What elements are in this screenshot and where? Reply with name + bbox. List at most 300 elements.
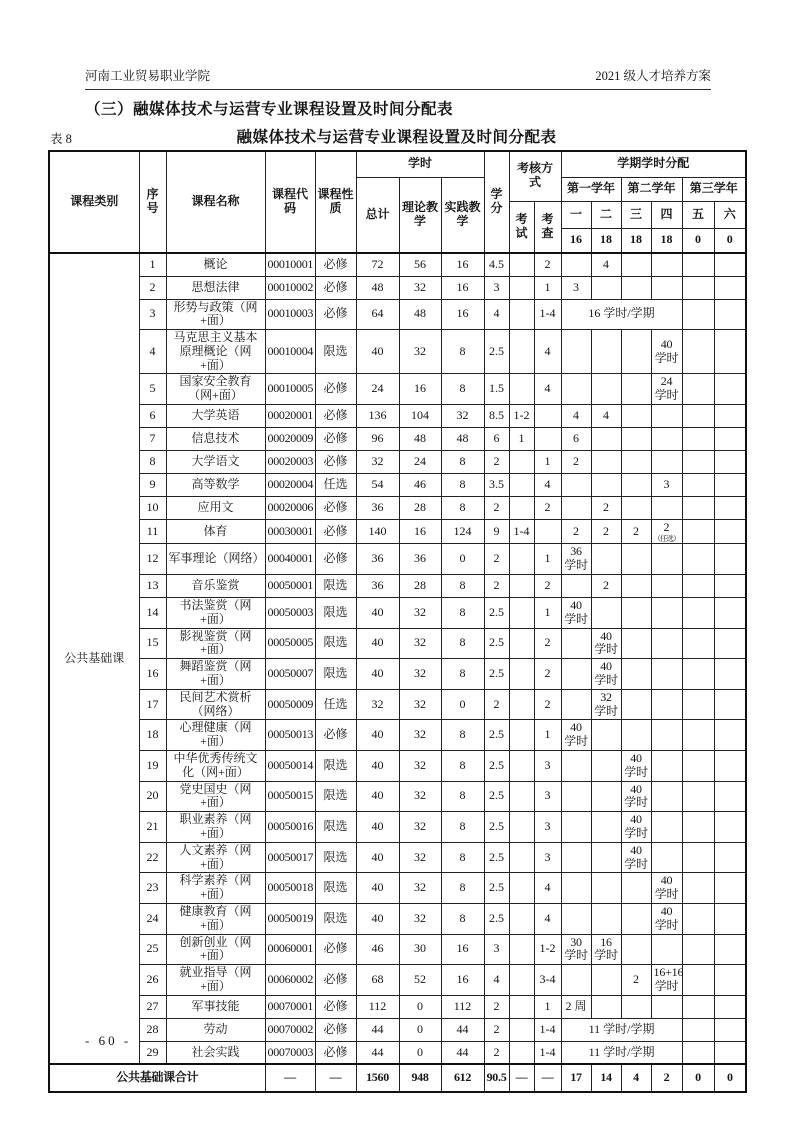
sem-hours-cell	[651, 544, 682, 575]
hours-practice-cell: 16	[441, 934, 484, 965]
hours-practice-cell: 8	[441, 903, 484, 934]
course-name-cell: 就业指导（网+面）	[166, 965, 265, 996]
course-name-cell: 影视鉴赏（网+面）	[166, 628, 265, 659]
sem-hours-cell	[651, 451, 682, 474]
credits-cell: 2.5	[484, 873, 509, 904]
course-row-19	[49, 750, 746, 781]
sem-hours-cell	[591, 474, 621, 497]
check-sem-cell	[534, 428, 561, 451]
sem-hours-cell	[621, 689, 651, 720]
sem-hours-cell	[621, 330, 651, 374]
exam-sem-cell	[509, 995, 534, 1018]
exam-sem-cell	[509, 965, 534, 996]
course-code-cell: 00020004	[265, 474, 315, 497]
sem-hours-cell	[651, 934, 682, 965]
sem-hours-cell: 40 学时	[621, 750, 651, 781]
hours-practice-cell: 8	[441, 628, 484, 659]
course-code-cell: 00060001	[265, 934, 315, 965]
section-title: （三）融媒体技术与运营专业课程设置及时间分配表	[85, 101, 454, 118]
hours-theory-cell: 24	[399, 451, 441, 474]
credits-cell: 4	[484, 965, 509, 996]
sem-hours-cell	[591, 597, 621, 628]
course-nature-cell: 必修	[315, 995, 356, 1018]
hours-practice-cell: 8	[441, 574, 484, 597]
sem-hours-cell	[714, 750, 746, 781]
course-name-cell: 国家安全教育（网+面）	[166, 374, 265, 405]
sem-hours-cell	[621, 873, 651, 904]
course-no-cell: 26	[139, 965, 166, 996]
sem-hours-cell	[561, 628, 591, 659]
hours-total-cell: 140	[356, 520, 399, 544]
sem-hours-cell	[621, 628, 651, 659]
sem-hours-cell: 3	[561, 276, 591, 299]
sem-hours-cell	[621, 451, 651, 474]
hours-theory-cell: 32	[399, 812, 441, 843]
hours-theory-cell: 48	[399, 299, 441, 330]
hours-practice-cell: 8	[441, 873, 484, 904]
course-nature-cell: 任选	[315, 689, 356, 720]
sem-hours-cell: 40 学时	[621, 812, 651, 843]
course-nature-cell: 必修	[315, 276, 356, 299]
sem-hours-cell	[591, 374, 621, 405]
exam-sem-cell: 1	[509, 428, 534, 451]
course-no-cell: 16	[139, 659, 166, 690]
hours-total-cell: 44	[356, 1018, 399, 1041]
course-name-cell: 军事理论（网络）	[166, 544, 265, 575]
hours-theory-cell: 32	[399, 689, 441, 720]
course-code-cell: 00030001	[265, 520, 315, 544]
hours-practice-cell: 44	[441, 1041, 484, 1064]
check-sem-cell: 1-4	[534, 1018, 561, 1041]
course-name-cell: 心理健康（网+面）	[166, 720, 265, 751]
course-nature-cell: 必修	[315, 451, 356, 474]
hours-theory-cell: 36	[399, 544, 441, 575]
sem-hours-cell	[682, 520, 714, 544]
course-no-cell: 6	[139, 405, 166, 428]
hours-total-cell: 36	[356, 574, 399, 597]
sem-hours-cell	[714, 451, 746, 474]
course-row-28	[49, 1018, 746, 1041]
course-code-cell: 00070002	[265, 1018, 315, 1041]
hours-practice-cell: 0	[441, 689, 484, 720]
total-sem-cell-2: 14	[591, 1064, 621, 1092]
sem-hours-cell	[651, 628, 682, 659]
sem-hours-cell	[591, 276, 621, 299]
sem-hours-cell	[621, 474, 651, 497]
hours-practice-cell: 112	[441, 995, 484, 1018]
hours-theory-cell: 56	[399, 253, 441, 276]
credits-cell: 2	[484, 497, 509, 520]
course-name-cell: 人文素养（网+面）	[166, 842, 265, 873]
course-no-cell: 14	[139, 597, 166, 628]
sem-hours-cell: 40 学时	[651, 330, 682, 374]
sem-hours-cell	[561, 330, 591, 374]
course-row-3	[49, 299, 746, 330]
course-no-cell: 10	[139, 497, 166, 520]
course-nature-cell: 必修	[315, 1018, 356, 1041]
course-no-cell: 23	[139, 873, 166, 904]
sem-hours-cell: 2	[591, 520, 621, 544]
check-sem-cell: 1	[534, 720, 561, 751]
course-table	[48, 150, 747, 1093]
exam-sem-cell	[509, 812, 534, 843]
hours-theory-cell: 104	[399, 405, 441, 428]
sem-hours-cell	[621, 253, 651, 276]
course-no-cell: 8	[139, 451, 166, 474]
hours-practice-cell: 8	[441, 374, 484, 405]
course-code-cell: 00050018	[265, 873, 315, 904]
sem-hours-cell: 40 学时	[621, 781, 651, 812]
course-name-cell: 健康教育（网+面）	[166, 903, 265, 934]
sem-hours-cell	[682, 330, 714, 374]
hours-practice-cell: 8	[441, 720, 484, 751]
sem-hours-cell: 2	[561, 520, 591, 544]
check-sem-cell: 2	[534, 253, 561, 276]
course-no-cell: 12	[139, 544, 166, 575]
hours-total-cell: 32	[356, 451, 399, 474]
sem-hours-cell: 40 学时	[651, 903, 682, 934]
course-code-cell: 00040001	[265, 544, 315, 575]
sem-hours-cell	[682, 299, 714, 330]
course-name-cell: 概论	[166, 253, 265, 276]
sem-hours-cell	[621, 405, 651, 428]
hours-theory-cell: 32	[399, 720, 441, 751]
total-nature-cell: —	[315, 1064, 356, 1092]
hours-theory-cell: 28	[399, 497, 441, 520]
hours-theory-cell: 16	[399, 520, 441, 544]
credits-cell: 2.5	[484, 659, 509, 690]
course-nature-cell: 必修	[315, 299, 356, 330]
course-code-cell: 00050013	[265, 720, 315, 751]
sem-hours-cell: 2	[561, 451, 591, 474]
course-row-8	[49, 451, 746, 474]
course-nature-cell: 限选	[315, 903, 356, 934]
col-header-name: 课程名称	[166, 151, 265, 253]
exam-sem-cell	[509, 474, 534, 497]
sem-weeks-6: 0	[714, 228, 746, 253]
sem-hours-cell	[651, 405, 682, 428]
sem-hours-cell	[682, 689, 714, 720]
check-sem-cell: 2	[534, 574, 561, 597]
sem-hours-cell: 24 学时	[651, 374, 682, 405]
sem-hours-span-cell: 16 学时/学期	[561, 299, 682, 330]
sem-hours-span-cell: 11 学时/学期	[561, 1018, 682, 1041]
course-name-cell: 高等数学	[166, 474, 265, 497]
col-header-sem-5: 五	[682, 201, 714, 228]
sem-hours-cell	[682, 276, 714, 299]
sem-hours-cell	[651, 253, 682, 276]
check-sem-cell: 4	[534, 903, 561, 934]
table-caption-row	[48, 125, 745, 147]
course-row-1	[49, 253, 746, 276]
course-nature-cell: 必修	[315, 544, 356, 575]
col-header-hours: 学时	[356, 151, 484, 177]
course-code-cell: 00010003	[265, 299, 315, 330]
col-header-sem-6: 六	[714, 201, 746, 228]
hours-theory-cell: 32	[399, 750, 441, 781]
credits-cell: 3	[484, 276, 509, 299]
sem-hours-cell: 4	[591, 253, 621, 276]
check-sem-cell: 4	[534, 330, 561, 374]
exam-sem-cell	[509, 720, 534, 751]
exam-sem-cell	[509, 628, 534, 659]
credits-cell: 2.5	[484, 903, 509, 934]
check-sem-cell: 2	[534, 689, 561, 720]
sem-hours-cell	[682, 374, 714, 405]
check-sem-cell: 1	[534, 451, 561, 474]
sem-hours-cell	[682, 842, 714, 873]
exam-sem-cell: 1-4	[509, 520, 534, 544]
course-code-cell: 00050015	[265, 781, 315, 812]
sem-hours-cell	[591, 750, 621, 781]
course-no-cell: 19	[139, 750, 166, 781]
sem-hours-cell	[561, 903, 591, 934]
course-nature-cell: 必修	[315, 253, 356, 276]
credits-cell: 2.5	[484, 628, 509, 659]
course-category-cell: 公共基础课	[49, 253, 139, 1064]
sem-hours-cell	[714, 628, 746, 659]
sem-hours-cell	[591, 451, 621, 474]
sem-hours-cell	[714, 276, 746, 299]
sem-hours-cell	[651, 812, 682, 843]
sem-hours-cell: 4	[591, 405, 621, 428]
credits-cell: 2.5	[484, 330, 509, 374]
course-nature-cell: 必修	[315, 720, 356, 751]
sem-hours-cell	[714, 428, 746, 451]
exam-sem-cell	[509, 1041, 534, 1064]
hours-practice-cell: 8	[441, 451, 484, 474]
sem-hours-cell	[621, 597, 651, 628]
course-nature-cell: 必修	[315, 1041, 356, 1064]
hours-practice-cell: 16	[441, 965, 484, 996]
hours-practice-cell: 8	[441, 750, 484, 781]
check-sem-cell: 3-4	[534, 965, 561, 996]
course-code-cell: 00010001	[265, 253, 315, 276]
sem-hours-cell	[651, 995, 682, 1018]
hours-practice-cell: 16	[441, 299, 484, 330]
sem-hours-cell	[714, 520, 746, 544]
check-sem-cell	[534, 520, 561, 544]
course-row-2	[49, 276, 746, 299]
hours-theory-cell: 16	[399, 374, 441, 405]
total-sem-cell-6: 0	[714, 1064, 746, 1092]
check-sem-cell: 1-2	[534, 934, 561, 965]
sem-hours-cell	[714, 995, 746, 1018]
exam-sem-cell	[509, 934, 534, 965]
course-nature-cell: 限选	[315, 330, 356, 374]
sem-hours-cell	[561, 497, 591, 520]
course-no-cell: 21	[139, 812, 166, 843]
col-header-sem-2: 二	[591, 201, 621, 228]
course-name-cell: 思想法律	[166, 276, 265, 299]
total-label-cell: 公共基础课合计	[49, 1064, 265, 1092]
exam-sem-cell	[509, 253, 534, 276]
course-name-cell: 音乐鉴赏	[166, 574, 265, 597]
sem-hours-cell	[561, 812, 591, 843]
course-no-cell: 5	[139, 374, 166, 405]
hours-practice-cell: 8	[441, 781, 484, 812]
course-name-cell: 创新创业（网+面）	[166, 934, 265, 965]
exam-sem-cell	[509, 374, 534, 405]
sem-hours-cell	[682, 934, 714, 965]
sem-hours-cell	[682, 474, 714, 497]
sem-hours-cell: 30 学时	[561, 934, 591, 965]
hours-theory-cell: 32	[399, 903, 441, 934]
sem-hours-cell	[682, 497, 714, 520]
hours-total-cell: 40	[356, 873, 399, 904]
hours-theory-cell: 46	[399, 474, 441, 497]
exam-sem-cell	[509, 1018, 534, 1041]
course-no-cell: 9	[139, 474, 166, 497]
hours-practice-cell: 8	[441, 330, 484, 374]
sem-hours-cell	[561, 965, 591, 996]
hours-theory-cell: 0	[399, 995, 441, 1018]
sem-hours-cell	[651, 781, 682, 812]
course-no-cell: 24	[139, 903, 166, 934]
sem-hours-cell: 40 学时	[591, 628, 621, 659]
sem-hours-cell	[621, 544, 651, 575]
sem-hours-cell	[714, 659, 746, 690]
sem-hours-cell	[591, 903, 621, 934]
sem-hours-cell	[651, 428, 682, 451]
course-no-cell: 15	[139, 628, 166, 659]
course-row-4	[49, 330, 746, 374]
sem-hours-cell	[591, 720, 621, 751]
hours-practice-cell: 8	[441, 842, 484, 873]
course-code-cell: 00020001	[265, 405, 315, 428]
total-credits-cell: 90.5	[484, 1064, 509, 1092]
exam-sem-cell	[509, 750, 534, 781]
check-sem-cell: 1	[534, 995, 561, 1018]
sem-hours-cell	[682, 750, 714, 781]
course-no-cell: 2	[139, 276, 166, 299]
check-sem-cell: 3	[534, 781, 561, 812]
hours-theory-cell: 32	[399, 659, 441, 690]
hours-total-cell: 40	[356, 750, 399, 781]
hours-total-cell: 32	[356, 689, 399, 720]
col-header-year3: 第三学年	[682, 177, 746, 201]
course-nature-cell: 限选	[315, 750, 356, 781]
course-no-cell: 27	[139, 995, 166, 1018]
hours-total-cell: 64	[356, 299, 399, 330]
course-row-14	[49, 597, 746, 628]
col-header-check: 考查	[534, 201, 561, 253]
exam-sem-cell	[509, 659, 534, 690]
hours-practice-cell: 8	[441, 497, 484, 520]
sem-hours-cell	[591, 330, 621, 374]
hours-total-cell: 40	[356, 597, 399, 628]
hours-total-cell: 48	[356, 276, 399, 299]
course-name-cell: 大学语文	[166, 451, 265, 474]
sem-hours-cell	[621, 497, 651, 520]
sem-hours-cell	[714, 497, 746, 520]
sem-hours-cell	[714, 781, 746, 812]
credits-cell: 2	[484, 544, 509, 575]
hours-total-cell: 40	[356, 659, 399, 690]
sem-hours-cell	[561, 659, 591, 690]
sem-hours-cell	[621, 995, 651, 1018]
col-header-sem-allocation: 学期学时分配	[561, 151, 746, 177]
course-row-5	[49, 374, 746, 405]
credits-cell: 4	[484, 299, 509, 330]
hours-theory-cell: 32	[399, 842, 441, 873]
hours-practice-cell: 16	[441, 276, 484, 299]
sem-hours-cell	[621, 276, 651, 299]
sem-hours-cell: 2	[591, 497, 621, 520]
sem-hours-cell	[621, 659, 651, 690]
sem-weeks-1: 16	[561, 228, 591, 253]
course-code-cell: 00050009	[265, 689, 315, 720]
course-code-cell: 00070003	[265, 1041, 315, 1064]
sem-hours-cell	[621, 934, 651, 965]
course-name-cell: 信息技术	[166, 428, 265, 451]
sem-hours-span-cell: 11 学时/学期	[561, 1041, 682, 1064]
sem-hours-cell	[682, 428, 714, 451]
course-code-cell: 00050014	[265, 750, 315, 781]
sem-hours-cell	[682, 1041, 714, 1064]
sem-hours-cell	[714, 720, 746, 751]
col-header-sem-4: 四	[651, 201, 682, 228]
hours-total-cell: 72	[356, 253, 399, 276]
sem-hours-cell	[591, 781, 621, 812]
sem-weeks-2: 18	[591, 228, 621, 253]
course-name-cell: 民间艺术赏析（网络）	[166, 689, 265, 720]
sem-hours-cell	[714, 330, 746, 374]
hours-theory-cell: 0	[399, 1018, 441, 1041]
hours-total-cell: 40	[356, 330, 399, 374]
course-name-cell: 军事技能	[166, 995, 265, 1018]
sem-hours-cell	[621, 374, 651, 405]
table-title: 融媒体技术与运营专业课程设置及时间分配表	[236, 129, 557, 146]
hours-theory-cell: 32	[399, 781, 441, 812]
col-header-seq: 序号	[139, 151, 166, 253]
exam-sem-cell	[509, 299, 534, 330]
col-header-category: 课程类别	[49, 151, 139, 253]
col-header-sem-1: 一	[561, 201, 591, 228]
course-name-cell: 马克思主义基本原理概论（网+面）	[166, 330, 265, 374]
course-nature-cell: 限选	[315, 781, 356, 812]
course-no-cell: 17	[139, 689, 166, 720]
sem-hours-cell	[621, 903, 651, 934]
sem-hours-cell	[561, 474, 591, 497]
sem-hours-cell	[682, 659, 714, 690]
col-header-year2: 第二学年	[621, 177, 682, 201]
exam-sem-cell	[509, 574, 534, 597]
sem-hours-cell: 4	[561, 405, 591, 428]
hours-practice-cell: 48	[441, 428, 484, 451]
sem-hours-cell	[714, 689, 746, 720]
credits-cell: 3.5	[484, 474, 509, 497]
course-nature-cell: 限选	[315, 842, 356, 873]
course-nature-cell: 限选	[315, 873, 356, 904]
course-nature-cell: 限选	[315, 659, 356, 690]
sem-hours-cell	[682, 574, 714, 597]
col-header-hours-practice: 实践教学	[441, 177, 484, 253]
hours-total-cell: 40	[356, 781, 399, 812]
course-code-cell: 00060002	[265, 965, 315, 996]
course-nature-cell: 必修	[315, 934, 356, 965]
total-code-cell: —	[265, 1064, 315, 1092]
total-sem-cell-5: 0	[682, 1064, 714, 1092]
course-row-11	[49, 520, 746, 544]
sem-hours-cell	[682, 812, 714, 843]
col-header-code: 课程代码	[265, 151, 315, 253]
sem-hours-cell	[714, 405, 746, 428]
hours-theory-cell: 30	[399, 934, 441, 965]
course-nature-cell: 必修	[315, 520, 356, 544]
course-name-cell: 大学英语	[166, 405, 265, 428]
course-name-cell: 形势与政策（网+面）	[166, 299, 265, 330]
